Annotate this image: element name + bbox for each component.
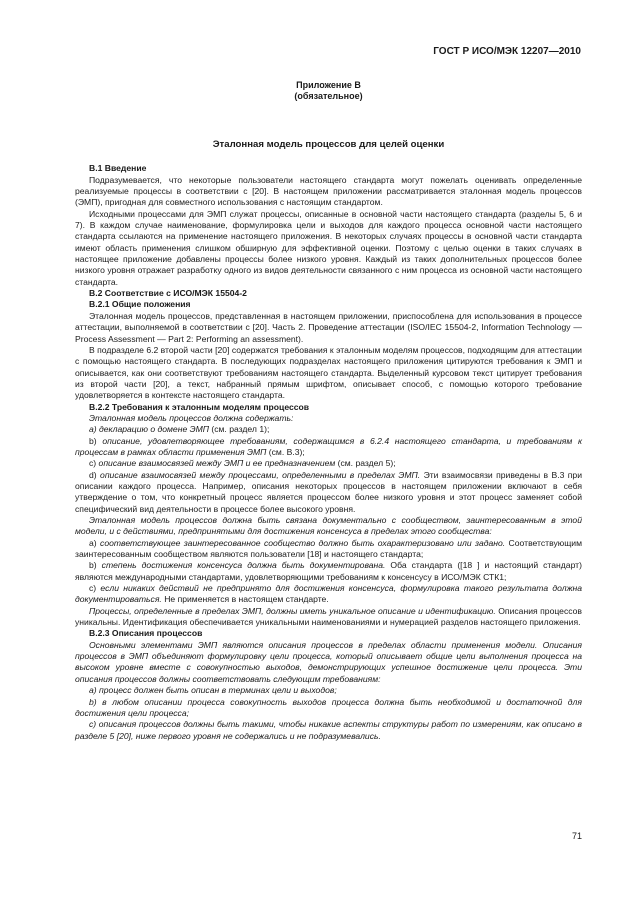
paragraph: Основными элементами ЭМП являются описания процессов в пределах области применения модели. Описания процессов в ЭМП объединяют формулировку цели процесса, который описывает общие цели выполнения процесса на высоком уровне вместе с совокупностью выходов, демонстрирующих успешное достижение цели процесса. Эти описания процессов должны соответствовать следующим требованиям: xyxy=(75,639,582,684)
list-item-rest: Соответствующим заинтересованным сообществом являются пользователи [18] и настоящего стандарта; xyxy=(75,537,582,560)
list-item xyxy=(75,458,582,469)
paragraph: Исходными процессами для ЭМП служат процессы, описанные в основной части настоящего стандарта (разделы 5, 6 и 7). В каждом случае наименование, формулировка цели и выходов для каждого процесса основной части настоящего стандарта ссылаются на применение настоящего приложения. В некоторых случаях процессы в основной части стандарта имеют область применения слишком обширную для эффективной оценки. Поэтому с целью оценки в таких случаях в настоящее приложение добавлены процессы более низкого уровня. Каждый из таких дополнительных процессов более низкого уровня отражает разработку одного из видов деятельности связанного с ним процесса из основной части настоящего стандарта. xyxy=(75,208,582,287)
list-item-ref: (см. раздел 1); xyxy=(208,424,270,435)
list-item-marker: d) xyxy=(89,469,101,480)
annex-title: Приложение В xyxy=(296,80,361,90)
list-item xyxy=(75,560,582,583)
page-number: 71 xyxy=(571,831,582,841)
list-item-text: если никаких действий не предпринято для достижения консенсуса, формулировка такого результата должна документироваться. xyxy=(75,583,582,605)
list-item xyxy=(75,424,582,435)
list-item-marker: с) xyxy=(89,583,101,594)
list-item-ref: (см. раздел 5); xyxy=(335,458,396,469)
list-item: с) описания процессов должны быть такими, чтобы никакие аспекты структуры работ по измерениям, как описано в разделе 5 [20], ниже первого уровня не содержались и не подразумевались. xyxy=(75,719,582,741)
list-item xyxy=(75,470,582,515)
paragraph-rest: Описания процессов уникальны. Идентификация обеспечивается уникальными наименованиями и нумерацией разделов настоящего приложения. xyxy=(75,605,582,628)
section-heading-b1: В.1 Введение xyxy=(89,163,147,174)
document-title: Эталонная модель процессов для целей оценки xyxy=(212,139,445,150)
paragraph: Эталонная модель процессов, представленная в настоящем приложении, приспособлена для использования в процессе аттестации, выполняемой в соответствии с [20]. Часть 2. Проведение аттестации (ISO/IEC 15504-2, Information Technology — Process Assessment — Part 2: Performing an assessment). xyxy=(75,310,582,344)
paragraph: Эталонная модель процессов должна содержать: xyxy=(89,412,294,423)
list-item xyxy=(75,436,582,459)
list-item-marker: b) xyxy=(89,435,103,446)
list-item-text: описание взаимосвязей между ЭМП и ее предназначением xyxy=(98,458,336,469)
list-item xyxy=(75,583,582,606)
paragraph-italic: Процессы, определенные в пределах ЭМП, должны иметь уникальное описание и идентификацию. xyxy=(89,605,496,616)
list-item-rest: Эти взаимосвязи приведены в В.3 при описании каждого процесса. Например, описания некоторых процессов в настоящем приложении включают в себя утверждение о том, что конкретный процесс является процессом более низкого уровня и этот процесс заменяет собой специфический вид деятельности в процессе более высокого уровня. xyxy=(75,469,583,514)
list-item-marker: а) xyxy=(89,537,101,548)
section-heading-b2: В.2 Соответствие с ИСО/МЭК 15504-2 xyxy=(89,288,247,299)
list-item-text: описание взаимосвязей между процессами, определенными в пределах ЭМП. xyxy=(100,469,421,480)
list-item: а) процесс должен быть описан в терминах цели и выходов; xyxy=(89,685,337,696)
list-item-ref: (см. В.3); xyxy=(266,446,305,457)
list-item-text: степень достижения консенсуса должна быть документирована. xyxy=(101,560,386,571)
list-item-marker: с) xyxy=(89,458,99,469)
paragraph: Подразумевается, что некоторые пользователи настоящего стандарта могут пожелать оценивать определенные реализуемые процессы в соответствии с [20]. В настоящем приложении рассматривается эталонная модель процессов (ЭМП), пригодная для совместного использования с настоящим стандартом. xyxy=(75,174,582,208)
section-heading-b23: В.2.3 Описания процессов xyxy=(89,628,203,639)
list-item xyxy=(75,538,582,561)
standard-designation: ГОСТ Р ИСО/МЭК 12207—2010 xyxy=(433,46,581,57)
paragraph: В подразделе 6.2 второй части [20] содержатся требования к эталонным моделям процессов, подходящим для аттестации с помощью настоящего стандарта. В последующих подразделах настоящего приложения цитируются требования к ЭМП и описывается, как они соответствуют требованиям настоящего стандарта. Выделенный курсовом текст цитирует требования из второй части [20], а текст, набранный прямым шрифтом, описывает способ, с помощью которого требование удовлетворяется в контексте настоящего стандарта. xyxy=(75,344,582,401)
list-item: b) в любом описании процесса совокупность выходов процесса должна быть необходимой и достаточной для достижения цели процесса; xyxy=(75,696,582,718)
section-heading-b21: В.2.1 Общие положения xyxy=(89,299,191,310)
list-item-text: а) декларацию о домене ЭМП xyxy=(89,424,209,435)
list-item-marker: b) xyxy=(89,560,102,571)
list-item-text: описание, удовлетворяющее требованиям, содержащимся в 6.2.4 настоящего стандарта, и требованиям к процессам в рамках области применения ЭМП xyxy=(75,435,583,457)
paragraph xyxy=(75,606,582,629)
list-item-text: соответствующее заинтересованное сообщество должно быть охарактеризовано или задано. xyxy=(100,537,506,548)
annex-status: (обязательное) xyxy=(294,91,363,101)
list-item-rest: Не применяется в настоящем стандарте. xyxy=(161,594,329,605)
list-item-rest: Оба стандарта ([18 ] и настоящий стандарт) являются международными стандартами, удовлетворяющими требованиям к консенсусу в ИСО/МЭК СТК1; xyxy=(75,560,582,582)
paragraph: Эталонная модель процессов должна быть связана документально с сообществом, заинтересованным в этой модели, и с действиями, предпринятыми для достижения консенсуса в пределах этого сообщества: xyxy=(75,515,582,537)
section-heading-b22: В.2.2 Требования к эталонным моделям процессов xyxy=(89,401,310,412)
